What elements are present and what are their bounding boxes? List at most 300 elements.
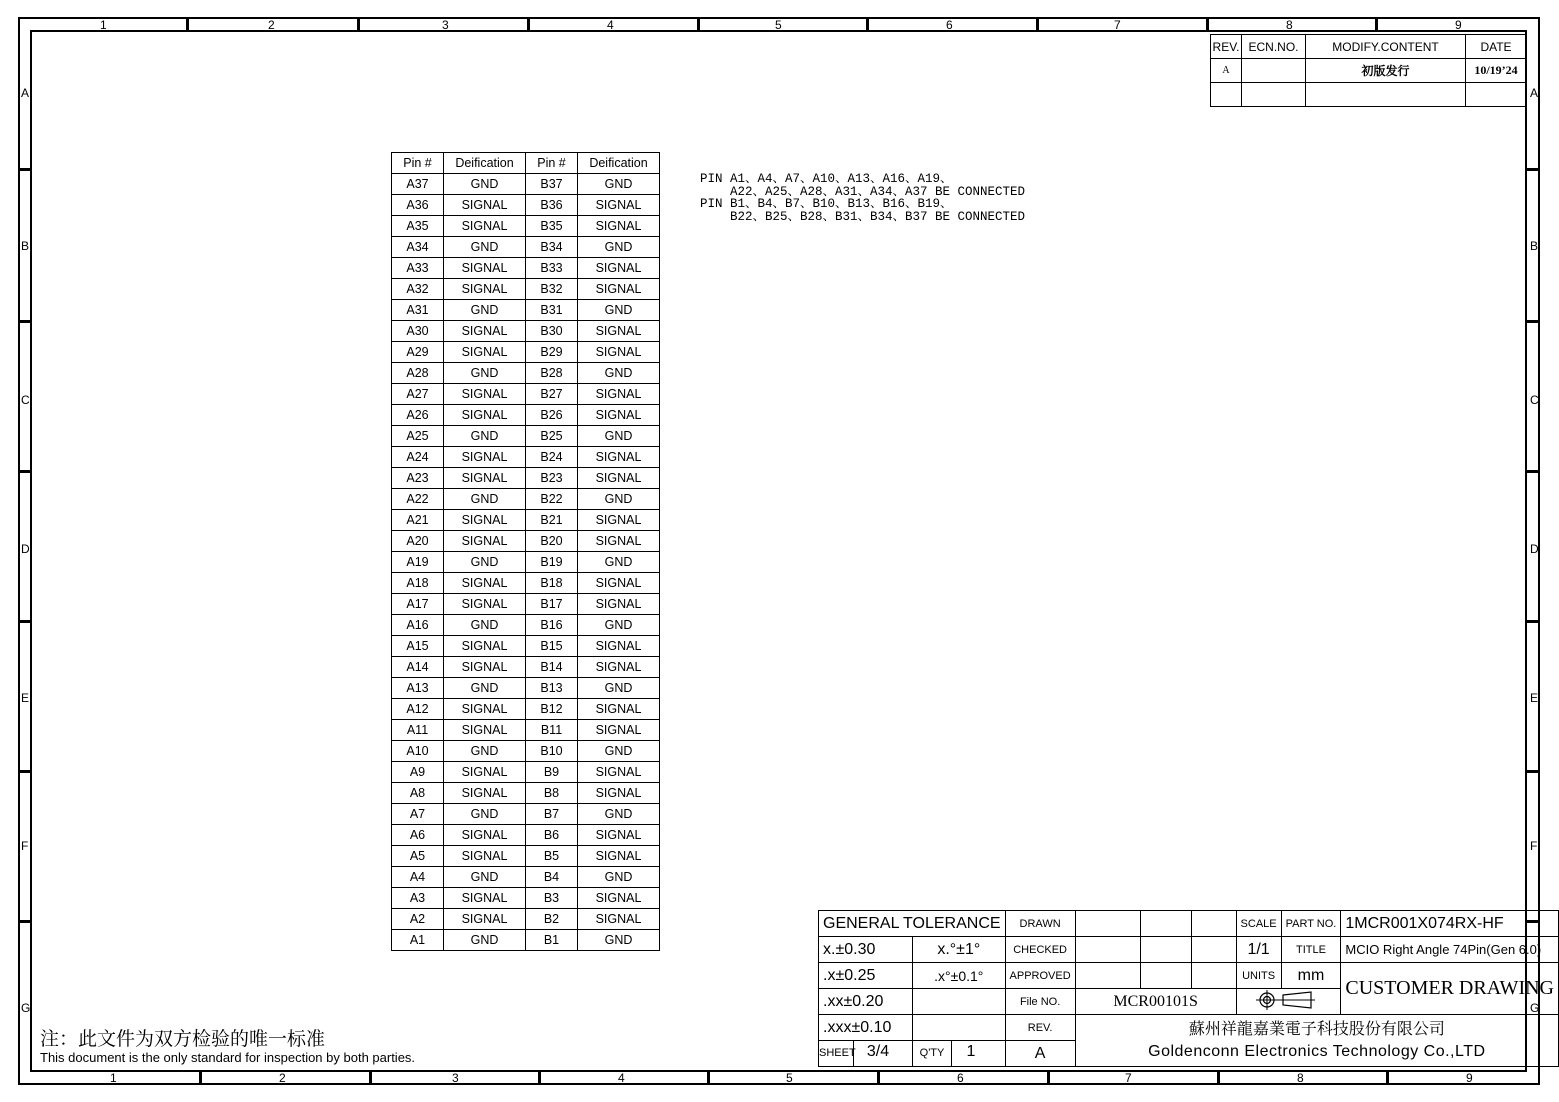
pin-b-number: B19 xyxy=(526,552,578,573)
pin-a-number: A25 xyxy=(392,426,444,447)
pin-a-number: A18 xyxy=(392,573,444,594)
pin-b-definition: SIGNAL xyxy=(578,825,660,846)
pin-a-definition: SIGNAL xyxy=(444,594,526,615)
checked-value xyxy=(1075,937,1140,963)
file-no-label: File NO. xyxy=(1005,989,1075,1015)
pin-b-number: B12 xyxy=(526,699,578,720)
title-value: MCIO Right Angle 74Pin(Gen 6.0) xyxy=(1341,937,1559,963)
pin-row xyxy=(392,174,660,195)
zone-tick xyxy=(186,19,189,31)
pin-b-number: B34 xyxy=(526,237,578,258)
pin-b-definition: SIGNAL xyxy=(578,279,660,300)
pin-row xyxy=(392,930,660,951)
pin-a-number: A23 xyxy=(392,468,444,489)
zone-tick xyxy=(20,770,31,773)
pin-row xyxy=(392,594,660,615)
pin-b-definition: SIGNAL xyxy=(578,258,660,279)
zone-row-label-left: E xyxy=(21,691,30,705)
pin-b-definition: SIGNAL xyxy=(578,531,660,552)
ecn-value xyxy=(1242,83,1306,107)
pin-a-number: A19 xyxy=(392,552,444,573)
pin-a-definition: SIGNAL xyxy=(444,636,526,657)
pin-b-number: B24 xyxy=(526,447,578,468)
pin-row xyxy=(392,825,660,846)
pin-b-definition: SIGNAL xyxy=(578,594,660,615)
rev-label: REV. xyxy=(1005,1015,1075,1041)
pin-a-number: A24 xyxy=(392,447,444,468)
pin-a-number: A17 xyxy=(392,594,444,615)
revision-row xyxy=(1211,83,1527,107)
zone-tick xyxy=(1527,168,1538,171)
pin-b-number: B16 xyxy=(526,615,578,636)
pin-b-definition: GND xyxy=(578,426,660,447)
rev-value: A xyxy=(1005,1041,1075,1067)
zone-column-label-bottom: 6 xyxy=(957,1071,964,1085)
drawn-label: DRAWN xyxy=(1005,911,1075,937)
pin-a-number: A14 xyxy=(392,657,444,678)
pin-a-number: A1 xyxy=(392,930,444,951)
zone-tick xyxy=(1047,1071,1050,1083)
sheet-cell xyxy=(819,1041,913,1067)
pin-b-definition: SIGNAL xyxy=(578,216,660,237)
pin-b-definition: GND xyxy=(578,237,660,258)
pin-row xyxy=(392,846,660,867)
pin-a-number: A5 xyxy=(392,846,444,867)
zone-column-label-top: 4 xyxy=(607,18,614,32)
pin-row xyxy=(392,615,660,636)
pin-a-number: A30 xyxy=(392,321,444,342)
zone-tick xyxy=(1527,620,1538,623)
pin-b-definition: GND xyxy=(578,804,660,825)
spacer-cell xyxy=(1192,911,1237,937)
pin-a-definition: SIGNAL xyxy=(444,888,526,909)
pin-a-number: A20 xyxy=(392,531,444,552)
pin-a-number: A37 xyxy=(392,174,444,195)
pin-b-definition: SIGNAL xyxy=(578,783,660,804)
pin-a-definition: SIGNAL xyxy=(444,321,526,342)
pin-a-number: A3 xyxy=(392,888,444,909)
pin-row xyxy=(392,573,660,594)
pin-a-number: A6 xyxy=(392,825,444,846)
pin-b-number: B26 xyxy=(526,405,578,426)
pin-b-number: B31 xyxy=(526,300,578,321)
pin-a-number: A26 xyxy=(392,405,444,426)
pin-b-number: B6 xyxy=(526,825,578,846)
pin-b-definition: SIGNAL xyxy=(578,195,660,216)
modify-content-value: 初版发行 xyxy=(1306,59,1466,83)
pin-a-number: A11 xyxy=(392,720,444,741)
pin-row xyxy=(392,447,660,468)
modify-content-value xyxy=(1306,83,1466,107)
pin-row xyxy=(392,657,660,678)
zone-column-label-bottom: 1 xyxy=(110,1071,117,1085)
pin-b-number: B35 xyxy=(526,216,578,237)
pin-row xyxy=(392,552,660,573)
pin-b-definition: GND xyxy=(578,552,660,573)
tolerance-xxxx: .xxx±0.10 xyxy=(819,1015,913,1041)
pin-row xyxy=(392,510,660,531)
spacer-cell xyxy=(913,1015,1006,1041)
zone-tick xyxy=(1206,19,1209,31)
pin-a-definition: SIGNAL xyxy=(444,909,526,930)
pin-b-number: B4 xyxy=(526,867,578,888)
pin-a-number: A4 xyxy=(392,867,444,888)
units-label: UNITS xyxy=(1236,963,1281,989)
zone-tick xyxy=(20,320,31,323)
sheet-label: SHEET xyxy=(819,1041,854,1066)
pin-a-definition: SIGNAL xyxy=(444,384,526,405)
tolerance-angle-1: x.°±1° xyxy=(913,937,1006,963)
qty-cell xyxy=(913,1041,1006,1067)
tolerance-xx: .x±0.25 xyxy=(819,963,913,989)
pin-a-definition: SIGNAL xyxy=(444,783,526,804)
projection-symbol-icon xyxy=(1236,989,1341,1015)
pin-b-number: B22 xyxy=(526,489,578,510)
pin-b-number: B20 xyxy=(526,531,578,552)
pin-a-definition: GND xyxy=(444,489,526,510)
zone-row-label-right: F xyxy=(1530,839,1538,853)
zone-column-label-top: 6 xyxy=(946,18,953,32)
zone-column-label-top: 5 xyxy=(775,18,782,32)
zone-tick xyxy=(877,1071,880,1083)
zone-column-label-top: 7 xyxy=(1114,18,1121,32)
modify-content-header: MODIFY.CONTENT xyxy=(1306,35,1466,59)
zone-row-label-left: C xyxy=(21,393,30,407)
pin-a-definition: GND xyxy=(444,426,526,447)
pin-b-number: B10 xyxy=(526,741,578,762)
sheet-value: 3/4 xyxy=(866,1043,890,1060)
pin-a-number: A27 xyxy=(392,384,444,405)
pin-b-definition: GND xyxy=(578,615,660,636)
pin-a-number: A2 xyxy=(392,909,444,930)
pin-b-definition: SIGNAL xyxy=(578,342,660,363)
units-value: mm xyxy=(1281,963,1341,989)
pin-a-number: A32 xyxy=(392,279,444,300)
pin-b-number: B17 xyxy=(526,594,578,615)
pin-b-definition: SIGNAL xyxy=(578,510,660,531)
pin-b-definition: SIGNAL xyxy=(578,909,660,930)
pin-row xyxy=(392,363,660,384)
zone-row-label-right: B xyxy=(1530,239,1539,253)
pin-a-definition: GND xyxy=(444,174,526,195)
zone-tick xyxy=(1036,19,1039,31)
qty-label: Q'TY xyxy=(913,1041,952,1066)
pin-a-number: A33 xyxy=(392,258,444,279)
zone-tick xyxy=(1527,320,1538,323)
pin-a-definition: SIGNAL xyxy=(444,720,526,741)
pin-a-definition: SIGNAL xyxy=(444,279,526,300)
scale-label: SCALE xyxy=(1236,911,1281,937)
pin-b-number: B1 xyxy=(526,930,578,951)
connection-note-line-3: PIN B1、B4、B7、B10、B13、B16、B19、 xyxy=(700,197,953,211)
pin-a-definition: SIGNAL xyxy=(444,195,526,216)
pin-definition-table xyxy=(391,152,660,951)
pin-a-number: A8 xyxy=(392,783,444,804)
rev-header: REV. xyxy=(1211,35,1242,59)
pin-b-number: B9 xyxy=(526,762,578,783)
pin-row xyxy=(392,384,660,405)
date-value: 10/19’24 xyxy=(1466,59,1527,83)
pin-b-number: B5 xyxy=(526,846,578,867)
pin-a-number: A34 xyxy=(392,237,444,258)
pin-a-number: A7 xyxy=(392,804,444,825)
scale-value: 1/1 xyxy=(1236,937,1281,963)
pin-b-number: B8 xyxy=(526,783,578,804)
pin-row xyxy=(392,342,660,363)
pin-b-number: B15 xyxy=(526,636,578,657)
pin-a-number: A36 xyxy=(392,195,444,216)
pin-a-number: A12 xyxy=(392,699,444,720)
pin-b-definition: SIGNAL xyxy=(578,720,660,741)
approved-value xyxy=(1075,963,1140,989)
zone-tick xyxy=(1386,1071,1389,1083)
pin-row xyxy=(392,867,660,888)
pin-b-definition: GND xyxy=(578,678,660,699)
zone-row-label-left: F xyxy=(21,839,29,853)
company-name xyxy=(1075,1015,1558,1067)
pin-row xyxy=(392,783,660,804)
zone-column-label-bottom: 4 xyxy=(618,1071,625,1085)
pin-a-definition: SIGNAL xyxy=(444,447,526,468)
pin-b-number: B37 xyxy=(526,174,578,195)
pin-a-number: A21 xyxy=(392,510,444,531)
spacer-cell xyxy=(1192,963,1237,989)
pin-b-number: B3 xyxy=(526,888,578,909)
zone-tick xyxy=(538,1071,541,1083)
spacer-cell xyxy=(913,989,1006,1015)
pin-row xyxy=(392,195,660,216)
zone-row-label-right: D xyxy=(1530,542,1539,556)
approved-date xyxy=(1140,963,1191,989)
zone-row-label-left: D xyxy=(21,542,30,556)
pin-row xyxy=(392,699,660,720)
pin-a-definition: SIGNAL xyxy=(444,405,526,426)
zone-tick xyxy=(1527,470,1538,473)
revision-row xyxy=(1211,59,1527,83)
pin-a-definition: SIGNAL xyxy=(444,657,526,678)
pin-a-header: Pin # xyxy=(392,153,444,174)
zone-row-label-left: B xyxy=(21,239,30,253)
pin-a-definition: GND xyxy=(444,615,526,636)
zone-column-label-bottom: 8 xyxy=(1297,1071,1304,1085)
drawn-value xyxy=(1075,911,1140,937)
pin-b-number: B21 xyxy=(526,510,578,531)
approved-label: APPROVED xyxy=(1005,963,1075,989)
pin-b-definition: SIGNAL xyxy=(578,888,660,909)
pin-b-definition: SIGNAL xyxy=(578,384,660,405)
pin-row xyxy=(392,531,660,552)
pin-b-definition: SIGNAL xyxy=(578,321,660,342)
zone-tick xyxy=(1375,19,1378,31)
pin-b-number: B36 xyxy=(526,195,578,216)
pin-b-definition: SIGNAL xyxy=(578,447,660,468)
pin-a-number: A22 xyxy=(392,489,444,510)
pin-a-definition: GND xyxy=(444,930,526,951)
connection-note-line-4: B22、B25、B28、B31、B34、B37 BE CONNECTED xyxy=(700,210,1026,224)
zone-row-label-left: G xyxy=(21,1001,31,1015)
pin-b-definition: SIGNAL xyxy=(578,573,660,594)
pin-row xyxy=(392,300,660,321)
pin-row xyxy=(392,258,660,279)
pin-b-number: B11 xyxy=(526,720,578,741)
rev-value xyxy=(1211,83,1242,107)
pin-row xyxy=(392,804,660,825)
definition-b-header: Deification xyxy=(578,153,660,174)
zone-tick xyxy=(199,1071,202,1083)
pin-b-number: B18 xyxy=(526,573,578,594)
zone-column-label-bottom: 5 xyxy=(786,1071,793,1085)
pin-b-definition: SIGNAL xyxy=(578,846,660,867)
pin-b-number: B29 xyxy=(526,342,578,363)
pin-a-number: A29 xyxy=(392,342,444,363)
pin-row xyxy=(392,909,660,930)
pin-row xyxy=(392,741,660,762)
pin-b-definition: SIGNAL xyxy=(578,636,660,657)
pin-b-number: B33 xyxy=(526,258,578,279)
pin-row xyxy=(392,405,660,426)
company-name-chinese: 蘇州祥龍嘉業電子科技股份有限公司 xyxy=(1188,1020,1445,1038)
pin-row xyxy=(392,426,660,447)
zone-tick xyxy=(866,19,869,31)
pin-row xyxy=(392,279,660,300)
checked-label: CHECKED xyxy=(1005,937,1075,963)
zone-column-label-bottom: 7 xyxy=(1125,1071,1132,1085)
zone-tick xyxy=(369,1071,372,1083)
zone-row-label-left: A xyxy=(21,86,30,100)
pin-a-definition: GND xyxy=(444,237,526,258)
footer-note-english: This document is the only standard for inspection by both parties. xyxy=(40,1050,416,1065)
part-no-label: PART NO. xyxy=(1281,911,1341,937)
pin-b-number: B14 xyxy=(526,657,578,678)
pin-a-definition: SIGNAL xyxy=(444,846,526,867)
ecn-value xyxy=(1242,59,1306,83)
rev-value: A xyxy=(1211,59,1242,83)
pin-b-definition: GND xyxy=(578,174,660,195)
pin-a-definition: GND xyxy=(444,300,526,321)
pin-a-definition: GND xyxy=(444,678,526,699)
pin-a-definition: SIGNAL xyxy=(444,825,526,846)
zone-tick xyxy=(1217,1071,1220,1083)
pin-b-number: B32 xyxy=(526,279,578,300)
zone-tick xyxy=(697,19,700,31)
pin-b-number: B23 xyxy=(526,468,578,489)
pin-b-definition: SIGNAL xyxy=(578,405,660,426)
zone-column-label-bottom: 9 xyxy=(1466,1071,1473,1085)
file-no-value: MCR00101S xyxy=(1075,989,1236,1015)
pin-row xyxy=(392,489,660,510)
pin-row xyxy=(392,636,660,657)
pin-a-number: A15 xyxy=(392,636,444,657)
pin-a-number: A31 xyxy=(392,300,444,321)
definition-a-header: Deification xyxy=(444,153,526,174)
pin-a-definition: SIGNAL xyxy=(444,699,526,720)
pin-b-number: B28 xyxy=(526,363,578,384)
zone-tick xyxy=(20,620,31,623)
date-header: DATE xyxy=(1466,35,1527,59)
zone-row-label-right: A xyxy=(1530,86,1539,100)
pin-a-definition: SIGNAL xyxy=(444,468,526,489)
pin-b-definition: GND xyxy=(578,930,660,951)
pin-b-header: Pin # xyxy=(526,153,578,174)
pin-b-number: B27 xyxy=(526,384,578,405)
ecn-header: ECN.NO. xyxy=(1242,35,1306,59)
pin-b-definition: GND xyxy=(578,363,660,384)
pin-b-number: B25 xyxy=(526,426,578,447)
pin-a-definition: GND xyxy=(444,363,526,384)
pin-a-definition: SIGNAL xyxy=(444,510,526,531)
connection-note-line-1: PIN A1、A4、A7、A10、A13、A16、A19、 xyxy=(700,172,953,186)
revision-table xyxy=(1210,34,1527,107)
pin-row xyxy=(392,468,660,489)
pin-a-definition: GND xyxy=(444,804,526,825)
pin-b-definition: SIGNAL xyxy=(578,657,660,678)
pin-row xyxy=(392,237,660,258)
zone-row-label-right: C xyxy=(1530,393,1539,407)
pin-row xyxy=(392,720,660,741)
pin-b-definition: SIGNAL xyxy=(578,699,660,720)
zone-column-label-top: 1 xyxy=(100,18,107,32)
pin-table-header-row xyxy=(392,153,660,174)
zone-row-label-right: E xyxy=(1530,691,1539,705)
zone-column-label-bottom: 3 xyxy=(452,1071,459,1085)
connection-note-line-2: A22、A25、A28、A31、A34、A37 BE CONNECTED xyxy=(700,185,1026,199)
pin-b-definition: GND xyxy=(578,489,660,510)
general-tolerance-label: GENERAL TOLERANCE xyxy=(819,911,1006,937)
tolerance-x: x.±0.30 xyxy=(819,937,913,963)
pin-a-number: A28 xyxy=(392,363,444,384)
title-block xyxy=(818,910,1559,1067)
tolerance-angle-2: .x°±0.1° xyxy=(913,963,1006,989)
title-label: TITLE xyxy=(1281,937,1341,963)
pin-table-body xyxy=(392,174,660,951)
pin-b-definition: SIGNAL xyxy=(578,468,660,489)
pin-a-number: A16 xyxy=(392,615,444,636)
zone-column-label-top: 9 xyxy=(1455,18,1462,32)
date-value xyxy=(1466,83,1527,107)
spacer-cell xyxy=(1192,937,1237,963)
zone-column-label-top: 2 xyxy=(268,18,275,32)
zone-tick xyxy=(1527,770,1538,773)
pin-row xyxy=(392,888,660,909)
pin-b-definition: GND xyxy=(578,867,660,888)
zone-tick xyxy=(707,1071,710,1083)
pin-b-definition: GND xyxy=(578,300,660,321)
zone-column-label-bottom: 2 xyxy=(279,1071,286,1085)
pin-b-number: B30 xyxy=(526,321,578,342)
checked-date xyxy=(1140,937,1191,963)
pin-a-definition: GND xyxy=(444,741,526,762)
pin-b-definition: SIGNAL xyxy=(578,762,660,783)
pin-a-number: A35 xyxy=(392,216,444,237)
pin-a-number: A10 xyxy=(392,741,444,762)
pin-a-number: A13 xyxy=(392,678,444,699)
drawing-type: CUSTOMER DRAWING xyxy=(1341,963,1559,1015)
zone-tick xyxy=(20,920,31,923)
footer-note-chinese: 注：此文件为双方检验的唯一标准 xyxy=(40,1029,326,1050)
part-no-value: 1MCR001X074RX-HF xyxy=(1341,911,1559,937)
zone-row-label-right: G xyxy=(1530,1001,1540,1015)
tolerance-xxx: .xx±0.20 xyxy=(819,989,913,1015)
pin-a-definition: SIGNAL xyxy=(444,342,526,363)
pin-row xyxy=(392,321,660,342)
pin-b-number: B2 xyxy=(526,909,578,930)
pin-b-number: B13 xyxy=(526,678,578,699)
revision-header-row xyxy=(1211,35,1527,59)
pin-a-definition: SIGNAL xyxy=(444,762,526,783)
pin-row xyxy=(392,678,660,699)
company-name-english: Goldenconn Electronics Technology Co.,LTD xyxy=(1148,1042,1486,1060)
pin-a-definition: SIGNAL xyxy=(444,531,526,552)
